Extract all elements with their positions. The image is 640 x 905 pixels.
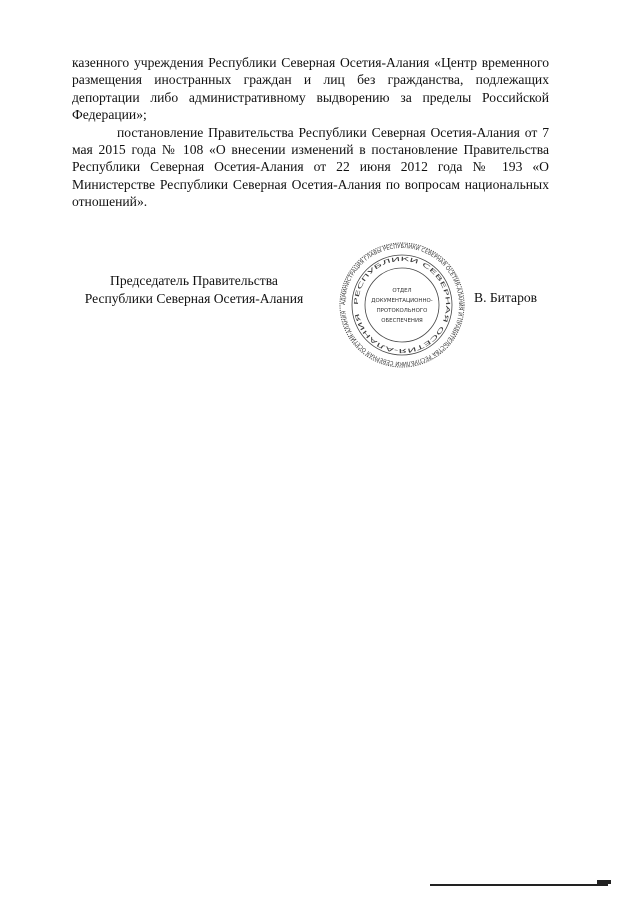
footer-rule-mark [597, 880, 611, 884]
seal-center-line2: ДОКУМЕНТАЦИОННО- [371, 298, 433, 304]
seal-center-line1: ОТДЕЛ [392, 288, 412, 294]
seal-center-line3: ПРОТОКОЛЬНОГО [376, 308, 428, 314]
seal-outer-ring-text: АДМИНИСТРАЦИЯ ГЛАВЫ РЕСПУБЛИКИ СЕВЕРНАЯ ОСЕТИЯ-АЛАНИЯ И ПРАВИТЕЛЬСТВА РЕСПУБЛИКИ СЕВЕРНАЯ ОСЕТИЯ-АЛАНИЯ [340, 243, 464, 367]
signatory-position-line1: Председатель Правительства [110, 273, 278, 288]
seal-inner-ring-text: РЕСПУБЛИКИ СЕВЕРНАЯ ОСЕТИЯ-АЛАНИЯ [353, 256, 451, 353]
footer-rule [430, 884, 608, 886]
signatory-position [74, 272, 314, 308]
body-text [72, 54, 549, 211]
signatory-position-line2: Республики Северная Осетия-Алания [84, 291, 304, 306]
paragraph-continuation: казенного учреждения Республики Северная Осетия-Алания «Центр временного размещения иностранных граждан и лиц без гражданства, подлежащих депортации либо административному выдворению за пределы Российской Федерации»; [72, 55, 549, 123]
official-seal-stamp [338, 241, 466, 369]
signer-name: В. Битаров [474, 290, 538, 305]
paragraph-resolution: постановление Правительства Республики Северная Осетия-Алания от 7 мая 2015 года № 108 «О внесении изменений в постановление Правительства Республики Северная Осетия-Алания от 22 июня 2012 года № 193 «О Министерстве Республики Северная Осетия-Алания по вопросам национальных отношений». [72, 124, 549, 210]
seal-center-line4: ОБЕСПЕЧЕНИЯ [381, 318, 423, 324]
